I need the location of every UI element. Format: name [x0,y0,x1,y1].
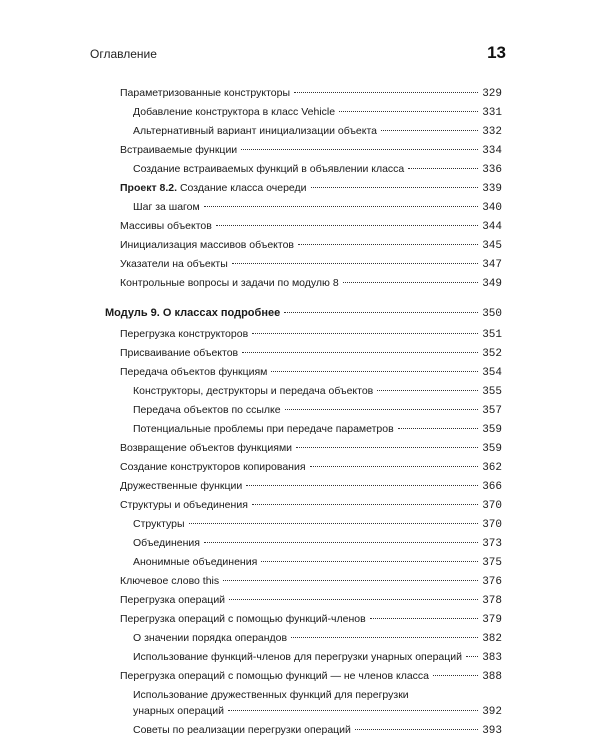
toc-entry[interactable]: Создание конструкторов копирования 362 [120,461,502,474]
toc-entry-wrap-line[interactable]: Использование дружественных функций для перегрузки [133,689,409,701]
toc-entry-project[interactable]: Проект 8.2. Создание класса очереди 339 [120,182,502,195]
toc-entry[interactable]: Встраиваемые функции 334 [120,144,502,157]
toc-entry[interactable]: Массивы объектов 344 [120,220,502,233]
toc-entry[interactable]: О значении порядка операндов 382 [133,632,502,645]
toc-entry[interactable]: Указатели на объекты 347 [120,258,502,271]
toc-entry[interactable]: Структуры и объединения 370 [120,499,502,512]
toc-entry[interactable]: унарных операций 392 [133,705,502,718]
toc-entry[interactable]: Альтернативный вариант инициализации объекта 332 [133,125,502,138]
toc-entry[interactable]: Создание встраиваемых функций в объявлении класса 336 [133,163,502,176]
toc-entry[interactable]: Конструкторы, деструкторы и передача объектов 355 [133,385,502,398]
toc-entry[interactable]: Параметризованные конструкторы 329 [120,87,502,100]
toc-entry[interactable]: Анонимные объединения 375 [133,556,502,569]
toc-entry[interactable]: Присваивание объектов 352 [120,347,502,360]
section-title: Оглавление [90,47,157,61]
toc-entry[interactable]: Перегрузка операций с помощью функций-членов 379 [120,613,502,626]
toc-entry[interactable]: Инициализация массивов объектов 345 [120,239,502,252]
project-label: Проект 8.2. [120,182,178,194]
toc-entry[interactable]: Перегрузка операций 378 [120,594,502,607]
toc-entry[interactable]: Передача объектов функциям 354 [120,366,502,379]
toc-chapter[interactable]: Модуль 9. О классах подробнее 350 [105,307,502,320]
toc-entry[interactable]: Передача объектов по ссылке 357 [133,404,502,417]
toc-entry[interactable]: Использование функций-членов для перегрузки унарных операций 383 [133,651,502,664]
toc-entry[interactable]: Объединения 373 [133,537,502,550]
page-number: 13 [487,43,506,62]
toc-entry[interactable]: Структуры 370 [133,518,502,531]
toc-entry[interactable]: Перегрузка операций с помощью функций — не членов класса 388 [120,670,502,683]
toc-entry[interactable]: Ключевое слово this 376 [120,575,502,588]
toc-entry[interactable]: Контрольные вопросы и задачи по модулю 8 349 [120,277,502,290]
page-header [90,43,506,63]
toc-entry[interactable]: Добавление конструктора в класс Vehicle 331 [133,106,502,119]
toc-entry[interactable]: Потенциальные проблемы при передаче параметров 359 [133,423,502,436]
toc-entry[interactable]: Возвращение объектов функциями 359 [120,442,502,455]
toc-entry[interactable]: Шаг за шагом 340 [133,201,502,214]
toc-entry[interactable]: Дружественные функции 366 [120,480,502,493]
toc-entry[interactable]: Советы по реализации перегрузки операций 393 [133,724,502,737]
toc-entry[interactable]: Перегрузка конструкторов 351 [120,328,502,341]
